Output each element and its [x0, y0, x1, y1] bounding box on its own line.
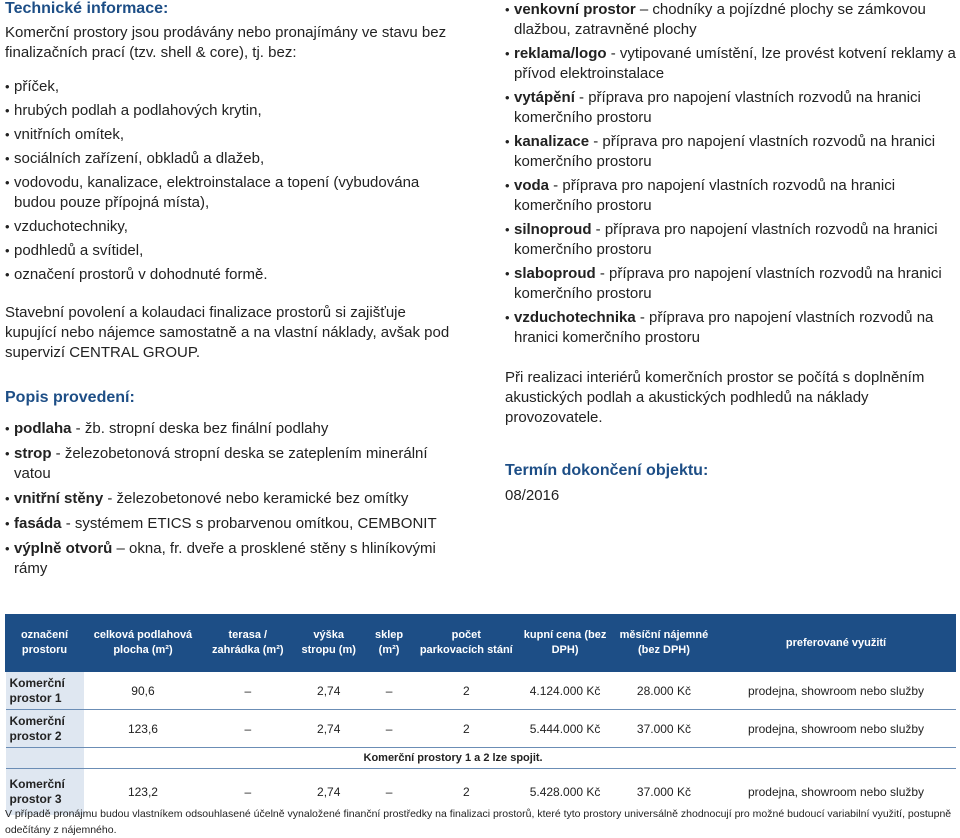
list-item: [505, 308, 957, 348]
list-item: • hrubých podlah a podlahových krytin,: [5, 101, 460, 121]
item-label: vytápění: [514, 89, 575, 106]
cell-area: 90,6: [84, 672, 203, 710]
popis-heading: Popis provedení:: [5, 389, 135, 406]
col-header: výška stropu (m): [293, 615, 364, 672]
cell-area: 123,2: [84, 769, 203, 816]
item-text: - železobetonová stropní deska se zateplením minerální vatou: [14, 445, 428, 482]
cell-price: 5.428.000 Kč: [519, 769, 612, 816]
acoustic-note: Při realizaci interiérů komerčních prostor se počítá s doplněním akustických podlah a akustických podhledů na náklady provozovatele.: [505, 369, 925, 426]
item-label: podlaha: [14, 420, 72, 437]
list-item: • podhledů a svítidel,: [5, 241, 460, 261]
item-label: silnoproud: [514, 221, 592, 238]
col-header: celková podlahová plocha (m²): [84, 615, 203, 672]
row-name: Komerční prostor 2: [6, 710, 84, 748]
row-name: Komerční prostor 1: [6, 672, 84, 710]
cell-terrace: –: [202, 672, 293, 710]
joint-note-row: [6, 748, 956, 769]
list-item: • vzduchotechniky,: [5, 217, 460, 237]
item-label: venkovní prostor: [514, 1, 636, 18]
col-header: sklep (m²): [364, 615, 414, 672]
table-row: [6, 710, 956, 748]
list-item: [5, 444, 460, 484]
item-label: reklama/logo: [514, 45, 607, 62]
col-header: počet parkovacích stání: [414, 615, 519, 672]
termin-date: 08/2016: [505, 487, 560, 504]
cell-use: prodejna, showroom nebo služby: [717, 672, 956, 710]
cell-cellar: –: [364, 672, 414, 710]
cell-rent: 28.000 Kč: [611, 672, 716, 710]
item-text: - příprava pro napojení vlastních rozvodů na hranici komerčního prostoru: [514, 177, 896, 214]
installations-list: [505, 0, 957, 348]
item-label: slaboproud: [514, 265, 596, 282]
cell-rent: 37.000 Kč: [611, 769, 716, 816]
row-name-blank: [6, 748, 84, 769]
cell-parking: 2: [414, 710, 519, 748]
item-text: - vytipované umístění, lze provést kotvení reklamy a přívod elektroinstalace: [514, 45, 956, 82]
item-label: voda: [514, 177, 550, 194]
item-label: vzduchotechnika: [514, 309, 636, 326]
list-item: [505, 264, 957, 304]
tech-note: Stavební povolení a kolaudaci finalizace prostorů si zajišťuje kupující nebo nájemce samostatně a na vlastní náklady, avšak pod supervizí CENTRAL GROUP.: [5, 304, 450, 361]
right-column: [505, 0, 957, 506]
cell-use: prodejna, showroom nebo služby: [717, 710, 956, 748]
popis-list: [5, 419, 460, 579]
list-item: • označení prostorů v dohodnuté formě.: [5, 265, 460, 285]
list-item: [505, 0, 957, 40]
list-item: [5, 489, 460, 509]
item-label: vnitřní stěny: [14, 490, 104, 507]
item-text: - žb. stropní deska bez finální podlahy: [71, 420, 329, 437]
left-column: [5, 0, 460, 584]
col-header: terasa / zahrádka (m²): [202, 615, 293, 672]
table-row: [6, 672, 956, 710]
item-text: – okna, fr. dveře a prosklené stěny s hliníkovými rámy: [14, 540, 436, 577]
list-item: [505, 44, 957, 84]
cell-parking: 2: [414, 672, 519, 710]
cell-height: 2,74: [293, 672, 364, 710]
list-item: • příček,: [5, 77, 460, 97]
tech-intro: Komerční prostory jsou prodávány nebo pronajímány ve stavu bez finalizačních prací (tzv. shell & core), tj. bez:: [5, 24, 447, 61]
cell-area: 123,6: [84, 710, 203, 748]
list-item: [505, 132, 957, 172]
col-header: kupní cena (bez DPH): [519, 615, 612, 672]
item-label: výplně otvorů: [14, 540, 113, 557]
list-item: [505, 220, 957, 260]
item-text: - železobetonové nebo keramické bez omítky: [103, 490, 409, 507]
list-item: • vodovodu, kanalizace, elektroinstalace a topení (vybudována budou pouze přípojná místa),: [5, 173, 460, 213]
cell-height: 2,74: [293, 710, 364, 748]
cell-parking: 2: [414, 769, 519, 816]
item-text: - příprava pro napojení vlastních rozvodů na hranici komerčního prostoru: [514, 265, 942, 302]
item-label: kanalizace: [514, 133, 590, 150]
col-header: preferované využití: [717, 615, 956, 672]
item-text: - systémem ETICS s probarvenou omítkou, CEMBONIT: [61, 515, 437, 532]
item-text: - příprava pro napojení vlastních rozvodů na hranici komerčního prostoru: [514, 309, 934, 346]
table-header-row: [6, 615, 956, 672]
item-text: - příprava pro napojení vlastních rozvodů na hranici komerčního prostoru: [514, 133, 936, 170]
list-item: [5, 419, 460, 439]
cell-rent: 37.000 Kč: [611, 710, 716, 748]
shell-core-list: [5, 77, 460, 285]
row-name: Komerční prostor 3: [6, 769, 84, 816]
col-header: měsíční nájemné (bez DPH): [611, 615, 716, 672]
cell-height: 2,74: [293, 769, 364, 816]
termin-heading: Termín dokončení objektu:: [505, 462, 709, 479]
tech-heading: Technické informace:: [5, 0, 169, 17]
list-item: [505, 88, 957, 128]
item-text: - příprava pro napojení vlastních rozvodů na hranici komerčního prostoru: [514, 89, 921, 126]
cell-price: 4.124.000 Kč: [519, 672, 612, 710]
list-item: [505, 176, 957, 216]
commercial-spaces-table: [5, 614, 956, 815]
cell-cellar: –: [364, 769, 414, 816]
cell-terrace: –: [202, 769, 293, 816]
joint-note: Komerční prostory 1 a 2 lze spojit.: [84, 748, 956, 769]
item-text: – chodníky a pojízdné plochy se zámkovou dlažbou, zatravněné plochy: [514, 1, 926, 38]
item-text: - příprava pro napojení vlastních rozvodů na hranici komerčního prostoru: [514, 221, 938, 258]
list-item: • sociálních zařízení, obkladů a dlažeb,: [5, 149, 460, 169]
item-label: strop: [14, 445, 52, 462]
col-header: označení prostoru: [6, 615, 84, 672]
cell-price: 5.444.000 Kč: [519, 710, 612, 748]
cell-cellar: –: [364, 710, 414, 748]
list-item: [5, 539, 460, 579]
list-item: [5, 514, 460, 534]
list-item: • vnitřních omítek,: [5, 125, 460, 145]
item-label: fasáda: [14, 515, 62, 532]
cell-terrace: –: [202, 710, 293, 748]
cell-use: prodejna, showroom nebo služby: [717, 769, 956, 816]
footnote: V případě pronájmu budou vlastníkem odsouhlasené účelně vynaložené finanční prostředky na finalizaci prostorů, které tyto prostory universálně zhodnocují pro možné budoucí variabilní využití, postupně odečítány z nájemného.: [5, 808, 952, 836]
